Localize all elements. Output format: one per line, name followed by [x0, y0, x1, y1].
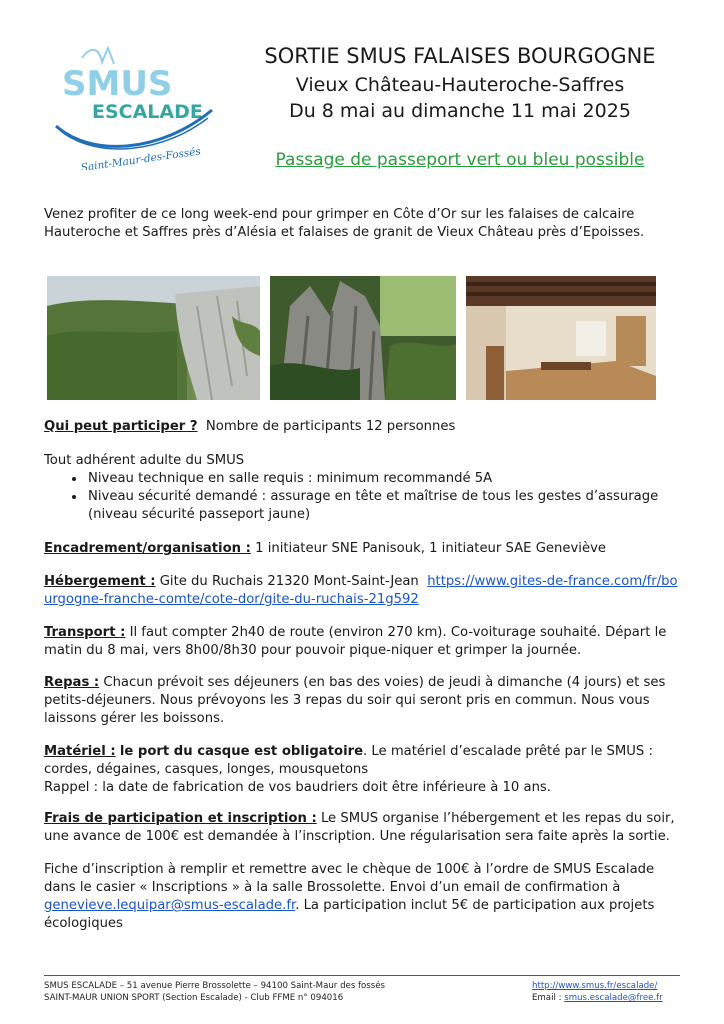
materiel-helmet-rule: le port du casque est obligatoire — [119, 744, 364, 759]
page-dates: Du 8 mai au dimanche 11 mai 2025 — [289, 100, 631, 122]
gite-link[interactable]: https://www.gites-de-france.com/fr/bourgogne-franche-comte/cote-dor/gite-du-ruchais-21g592 — [44, 574, 678, 607]
hebergement-label: Hébergement : — [44, 574, 156, 589]
inscription-paragraph — [44, 861, 684, 933]
participants-label: Qui peut participer ? — [44, 419, 198, 434]
participants-count: Nombre de participants 12 personnes — [205, 419, 456, 434]
page-title: SORTIE SMUS FALAISES BOURGOGNE — [264, 44, 656, 68]
encadrement-section — [44, 540, 684, 558]
footer-email-link[interactable]: smus.escalade@free.fr — [564, 993, 663, 1003]
intro-paragraph: Venez profiter de ce long week-end pour grimper en Côte d’Or sur les falaises de calcaire Hauteroche et Saffres près d’Alésia et falaises de granit de Vieux Château près d’Epoisses. — [44, 207, 645, 240]
logo-town: Saint-Maur-des-Fossés — [80, 145, 202, 170]
smus-logo — [52, 40, 222, 170]
frais-text: Le SMUS organise l’hébergement et les repas du soir, une avance de 100€ est demandée à l’inscription. Une régularisation sera faite après la sortie. — [44, 811, 675, 844]
repas-label: Repas : — [44, 675, 100, 690]
logo-brand-top: SMUS — [62, 64, 173, 104]
granite-rocks-photo — [270, 276, 456, 400]
materiel-rappel: Rappel : la date de fabrication de vos baudriers doit être inférieure à 10 ans. — [44, 780, 551, 795]
footer-line-2: SAINT-MAUR UNION SPORT (Section Escalade) - Club FFME n° 094016 — [44, 993, 344, 1003]
footer-address — [44, 980, 385, 1004]
materiel-text: . Le matériel d’escalade prêté par le SMUS : cordes, dégaines, casques, longes, mousquetons — [44, 744, 653, 777]
transport-text: Il faut compter 2h40 de route (environ 270 km). Co-voiturage souhaité. Départ le matin du 8 mai, vers 8h00/8h30 pour pouvoir pique-niquer et grimper la journée. — [44, 625, 667, 658]
encadrement-text: 1 initiateur SNE Panisouk, 1 initiateur SAE Geneviève — [255, 541, 606, 556]
repas-section — [44, 674, 684, 728]
contact-email-link[interactable]: genevieve.lequipar@smus-escalade.fr — [44, 898, 296, 913]
participants-block — [44, 452, 684, 524]
materiel-label: Matériel : — [44, 744, 116, 759]
logo-brand-mid: ESCALADE — [92, 101, 203, 123]
footer-website-link[interactable]: http://www.smus.fr/escalade/ — [532, 981, 658, 991]
transport-label: Transport : — [44, 625, 126, 640]
footer-divider — [44, 975, 680, 976]
passport-note: Passage de passeport vert ou bleu possible — [275, 150, 645, 170]
requirements-list — [44, 470, 684, 524]
page-subtitle: Vieux Château-Hauteroche-Saffres — [295, 74, 625, 96]
encadrement-label: Encadrement/organisation : — [44, 541, 251, 556]
footer-email-label: Email : — [532, 993, 562, 1003]
transport-section — [44, 624, 684, 660]
frais-section — [44, 810, 684, 846]
hebergement-text: Gite du Ruchais 21320 Mont-Saint-Jean — [159, 574, 419, 589]
hebergement-section — [44, 573, 684, 609]
cliff-photo — [47, 276, 260, 400]
list-item: • Niveau sécurité demandé : assurage en tête et maîtrise de tous les gestes d’assurage (niveau sécurité passeport jaune) — [86, 488, 684, 524]
fiche-text-1: Fiche d’inscription à remplir et remettre avec le chèque de 100€ à l’ordre de SMUS Escalade dans le casier « Inscriptions » à la salle Brossolette. Envoi d’un email de confirmation à — [44, 862, 655, 895]
gite-interior-photo — [466, 276, 656, 400]
footer-line-1: SMUS ESCALADE – 51 avenue Pierre Brossolette – 94100 Saint-Maur des fossés — [44, 981, 386, 991]
footer-contact — [532, 980, 663, 1004]
participants-who: Tout adhérent adulte du SMUS — [44, 453, 245, 468]
frais-label: Frais de participation et inscription : — [44, 811, 317, 826]
list-item: • Niveau technique en salle requis : minimum recommandé 5A — [86, 470, 684, 488]
repas-text: Chacun prévoit ses déjeuners (en bas des voies) de jeudi à dimanche (4 jours) et ses petits-déjeuners. Nous prévoyons les 3 repas du soir qui seront pris en commun. Nous vous laissons gérer les boissons. — [44, 675, 666, 726]
participants-heading — [44, 418, 684, 436]
materiel-section — [44, 743, 684, 797]
fiche-text-2: . La participation inclut 5€ de participation aux projets écologiques — [44, 898, 655, 931]
